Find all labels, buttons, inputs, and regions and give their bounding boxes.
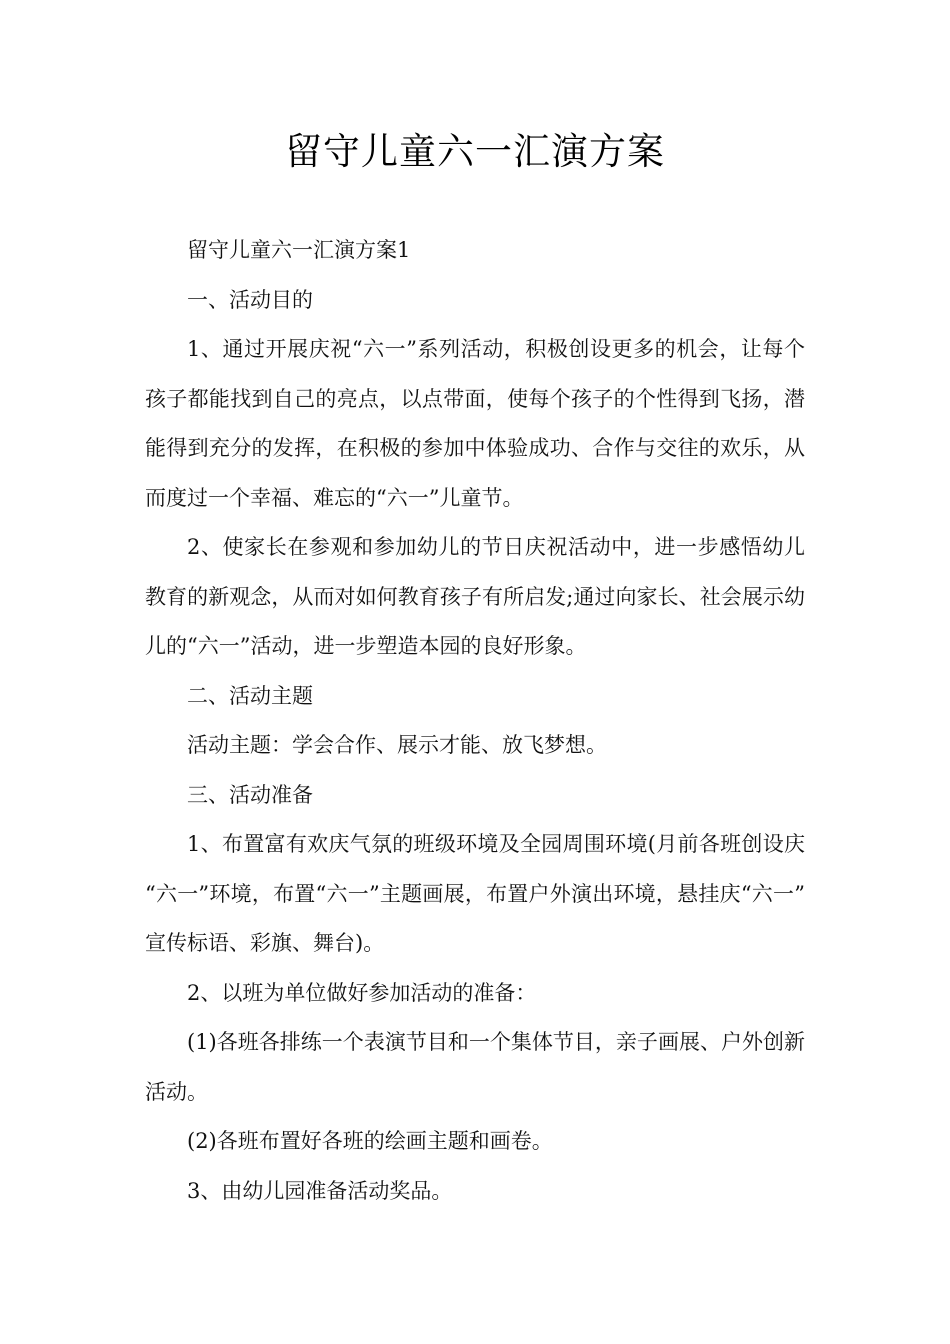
section-heading: 留守儿童六一汇演方案1	[187, 238, 411, 262]
paragraph: 3、由幼儿园准备活动奖品。	[187, 1178, 453, 1203]
paragraph: 2、使家长在参观和参加幼儿的节日庆祝活动中，进一步感悟幼儿教育的新观念，从而对如何教育孩子有所启发;通过向家长、社会展示幼儿的“六一”活动，进一步塑造本园的良好形象。	[145, 535, 805, 658]
section-heading: 一、活动目的	[187, 287, 313, 312]
document-body	[145, 226, 805, 1216]
paragraph: 活动主题：学会合作、展示才能、放飞梦想。	[187, 733, 607, 757]
paragraph: (1)各班各排练一个表演节目和一个集体节目，亲子画展、户外创新活动。	[145, 1030, 805, 1104]
paragraph: 1、布置富有欢庆气氛的班级环境及全园周围环境(月前各班创设庆“六一”环境，布置“六一”主题画展，布置户外演出环境，悬挂庆“六一”宣传标语、彩旗、舞台)。	[145, 832, 805, 955]
paragraph: 2、以班为单位做好参加活动的准备：	[187, 980, 537, 1005]
paragraph: 1、通过开展庆祝“六一”系列活动，积极创设更多的机会，让每个孩子都能找到自己的亮点，以点带面，使每个孩子的个性得到飞扬，潜能得到充分的发挥，在积极的参加中体验成功、合作与交往的欢乐，从而度过一个幸福、难忘的“六一”儿童节。	[145, 337, 805, 510]
document-title: 留守儿童六一汇演方案	[285, 130, 665, 173]
section-heading: 三、活动准备	[187, 782, 313, 807]
section-heading: 二、活动主题	[187, 683, 313, 708]
paragraph: (2)各班布置好各班的绘画主题和画卷。	[187, 1129, 553, 1153]
